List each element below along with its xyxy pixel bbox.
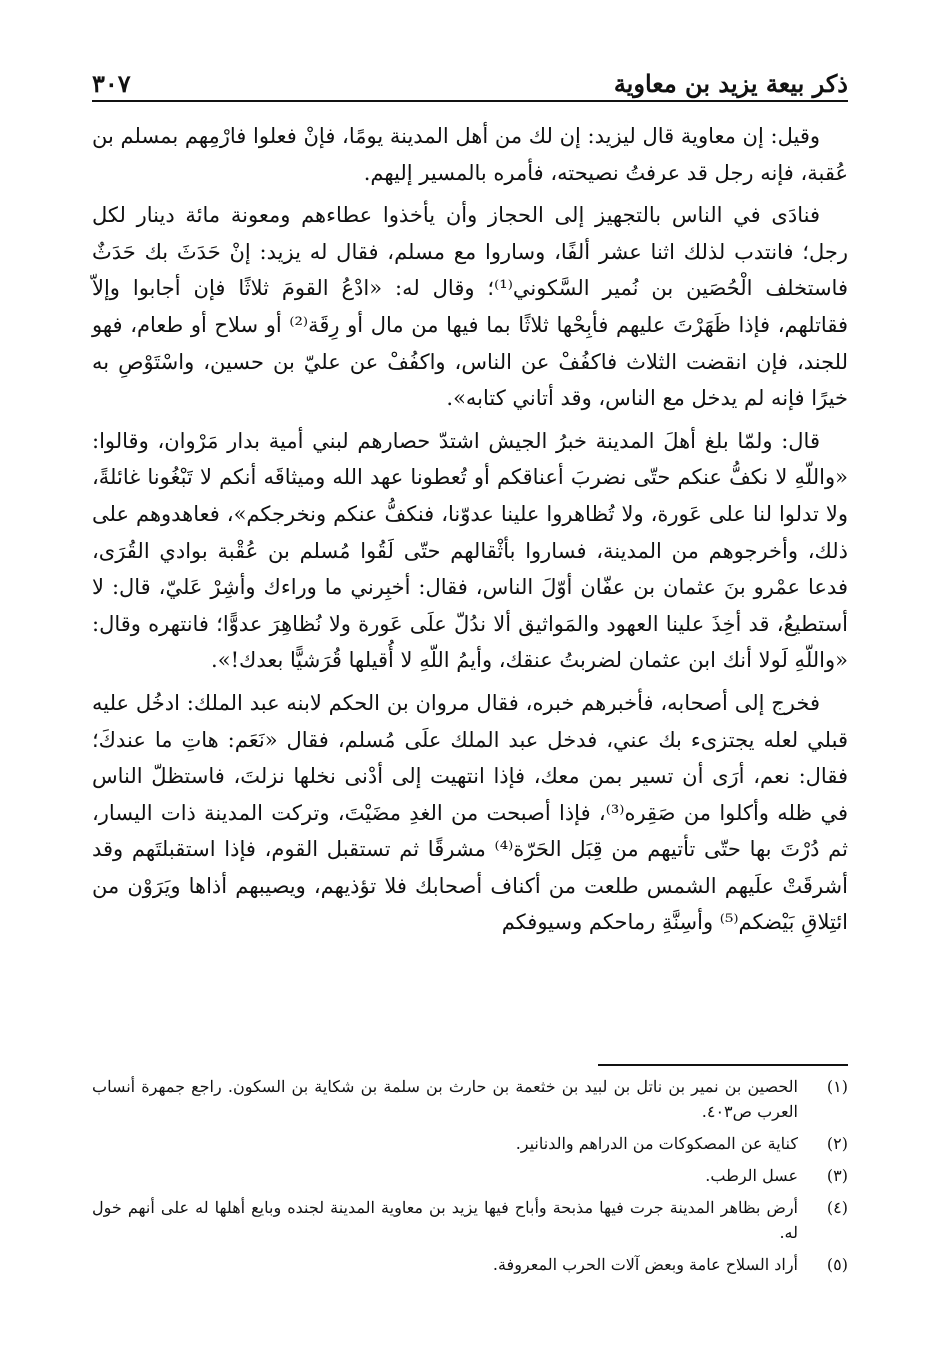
footnote (92, 1252, 848, 1277)
paragraph: قال: ولمّا بلغ أهلَ المدينة خبرُ الجيش اشتدّ حصارهم لبني أمية بدار مَرْوان، وقالوا: «واللّهِ لا نكفُّ عنكم حتّى نضربَ أعناقكم أو تُعطونا عهد الله وميثاقَه أنكم لا تَبْغُونا غائلةً، ولا تدلوا لنا على عَورة، ولا تُظاهروا علينا عدوّنا، فنكفُّ عنكم ونخرجكم»، فعاهدوهم على ذلك، وأخرجوهم من المدينة، فساروا بأثْقالهم حتّى لَقُوا مُسلم بن عُقْبة بوادي القُرَى، فدعا عمْرو بنَ عثمان بن عفّان أوّلَ الناس، فقال: أخبِرني ما وراءك وأشِرْ عَليّ، قال: لا أستطيعُ، قد أخِذَ علينا العهود والمَواثيق ألا ندُلّ علَى عَورة ولا نُظاهِرَ عدوًّا؛ فانتهره وقال: «واللّهِ لَولا أنك ابن عثمان لضربتُ عنقك، وأيمُ اللّهِ لا أُقيلها قُرَشيًّا بعدك!». (92, 428, 848, 673)
footnote (92, 1163, 848, 1188)
footnote-divider (598, 1064, 848, 1066)
footnote-text: كناية عن المصكوكات من الدراهم والدنانير. (515, 1134, 798, 1153)
running-header (92, 60, 848, 102)
footnote-number: (١) (826, 1077, 848, 1096)
footnote-number: (٤) (826, 1198, 848, 1217)
paragraph: وقيل: إن معاوية قال ليزيد: إن لك من أهل المدينة يومًا، فإنْ فعلوا فارْمِهم بمسلم بن عُقبة، فإنه رجل قد عرفتُ نصيحته، فأمره بالمسير إليهم. (92, 124, 848, 185)
footnote-text: أراد السلاح عامة وبعض آلات الحرب المعروفة. (492, 1255, 798, 1274)
main-text (92, 118, 848, 947)
paragraph: فنادَى في الناس بالتجهيز إلى الحجاز وأن يأخذوا عطاءهم ومعونة مائة دينار لكل رجل؛ فانتدب لذلك اثنا عشر ألفًا، وساروا مع مسلم، فقال له يزيد: إنْ حَدَثَ بك حَدَثٌ فاستخلف الْحُصَين بن نُمير السَّكوني⁽¹⁾؛ وقال له: «ادْعُ القومَ ثلاثًا فإن أجابوا وإلاّ فقاتلهم، فإذا ظَهَرْتَ عليهم فأبِحْها ثلاثًا بما فيها من مال أو رِقَة⁽²⁾ أو سلاح أو طعام، فهو للجند، فإن انقضت الثلاث فاكفُفْ عن الناس، واكفُفْ عن عليّ بن حسين، واسْتَوْصِ به خيرًا فإنه لم يدخل مع الناس، وقد أتاني كتابه». (92, 203, 848, 411)
footnote-text: الحصين بن نمير بن ناتل بن لبيد بن خثعمة بن حارث بن سلمة بن شكاية بن السكون. راجع جمهرة أنساب العرب ص٤٠٣. (92, 1077, 799, 1121)
footnote (92, 1131, 848, 1156)
chapter-title: ذكر بيعة يزيد بن معاوية (613, 69, 848, 98)
footnote (92, 1195, 848, 1245)
footnote-number: (٣) (826, 1166, 848, 1185)
footnote-number: (٢) (826, 1134, 848, 1153)
page-number: ٣٠٧ (92, 69, 131, 98)
footnotes (92, 1074, 848, 1284)
footnote-number: (٥) (826, 1255, 848, 1274)
paragraph: فخرج إلى أصحابه، فأخبرهم خبره، فقال مروان بن الحكم لابنه عبد الملك: ادخُل عليه قبلي لعله يجتزىء بك عني، فدخل عبد الملك علَى مُسلم، فقال «نَعَم: هاتِ ما عندكَ؛ فقال: نعم، أرَى أن تسير بمن معك، فإذا انتهيت إلى أدْنى نخلها نزلتَ، فاستظلّ الناس في ظله وأكلوا من صَقِره⁽³⁾، فإذا أصبحت من الغدِ مضَيْتَ، وتركت المدينة ذات اليسار، ثم دُرْتَ بها حتّى تأتيهم من قِبَل الحَرّة⁽⁴⁾ مشرقًا ثم تستقبل القوم، فإذا استقبلتَهم وقد أشرقَتْ علَيهم الشمس طلعت من أكناف أصحابك فلا تؤذيهم، ويصيبهم أذاها ويَرَوْن من ائتِلاقِ بَيْضكم⁽⁵⁾ وأسِنَّةِ رماحكم وسيوفكم (92, 690, 848, 935)
footnote-text: أرض بظاهر المدينة جرت فيها مذبحة وأباح فيها يزيد بن معاوية المدينة لجنده وبايع أهلها له على أنهم خول له. (92, 1198, 798, 1242)
footnote (92, 1074, 848, 1124)
footnote-text: عسل الرطب. (705, 1166, 798, 1185)
